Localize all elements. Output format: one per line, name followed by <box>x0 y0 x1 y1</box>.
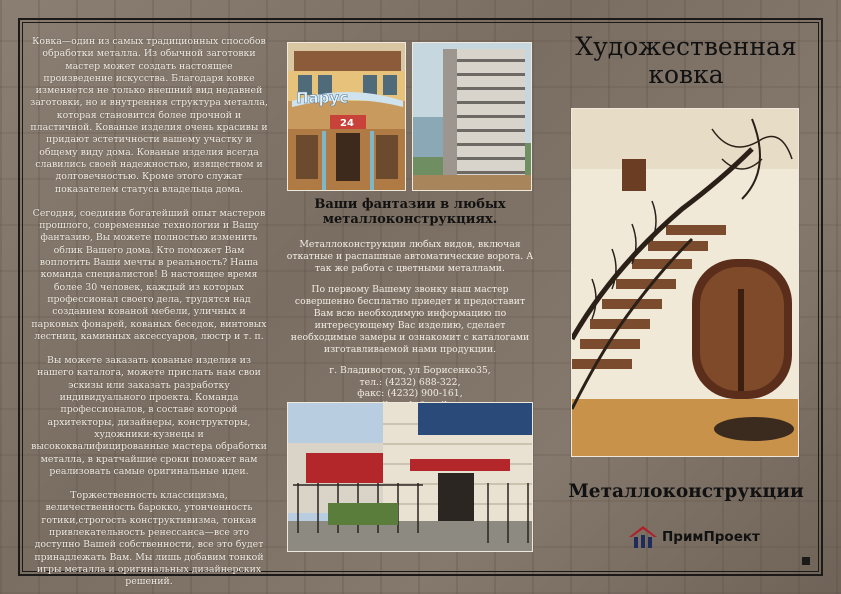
photo-forged-staircase <box>571 108 799 457</box>
logo-text: ПримПроект <box>662 529 760 545</box>
subtitle: Металлоконструкции <box>568 481 804 502</box>
free-visit-paragraph: По первому Вашему звонку наш мастер совершенно бесплатно приедет и предоставит Вам всю необходимую информацию по интересующему Вас изделию, сделает необходимые замеры и ознакомит с каталогами изготавливаемой нами продукции. <box>290 284 530 355</box>
corner-mark <box>802 557 810 565</box>
house-logo-icon <box>628 525 658 549</box>
paragraph-order: Вы можете заказать кованые изделия из нашего каталога, можете прислать нам свои эскизы или заказать разработку индивидуального проекта. Команда профессионалов, в составе которой архитекторы, дизайнеры, конструкторы, художники-кузнецы и высококвалифицированные мастера обработки металла, в кратчайшие сроки поможет вам реализовать самые оригинальные идеи. <box>31 355 267 477</box>
paragraph-intro: Ковка—один из самых традиционных способов обработки металла. Из обычной заготовки мастер может создать настоящее произведение искусства. Благодаря ковке изменяется не только внешний вид недавней заготовки, но и внутренняя структура металла, которая становится более прочной и пластичной. Кованые изделия очень красивы и придают эстетичности вашему участку и общему виду дома. Кованые изделия всегда славились своей надежностью, изяществом и долговечностью. Кроме этого служат показателем статуса владельца дома. <box>30 36 268 195</box>
phone: тел.: (4232) 688-322, <box>359 376 461 388</box>
company-logo <box>628 525 760 549</box>
parus-sign: Парус <box>296 89 349 107</box>
main-title <box>562 33 810 89</box>
address: г. Владивосток, ул Борисенко35, <box>329 365 491 376</box>
title-line-2: ковка <box>648 60 724 89</box>
photo-building-parus <box>287 42 406 191</box>
paragraph-styles: Торжественность классицизма, величественность барокко, утонченность готики,строгость конструктивизма, тонкая привлекательность ренессанса—все это доступно Вашей собственности, все это будет принадлежать Вам. Мы лишь добавим тонкой игры металла и оригинальных дизайнерских решений. <box>34 490 264 588</box>
photo-shopfront-fence <box>287 402 533 552</box>
middle-text <box>286 239 534 411</box>
metal-structures-paragraph: Металлоконструкции любых видов, включая откатные и распашные автоматические ворота. А так же работа с цветными металлами. <box>286 239 534 274</box>
sign-24: 24 <box>340 118 354 129</box>
left-column <box>30 36 268 594</box>
photo-construction-tower <box>412 42 532 191</box>
title-line-1: Художественная <box>575 32 797 61</box>
paragraph-team: Сегодня, соединив богатейший опыт мастеров прошлого, современные технологии и Вашу фантазию, Вы можете полностью изменить облик Вашего дома. Кто поможет Вам воплотить Ваши мечты в реальность? Наша команда специалистов! В настоящее время более 30 человек, каждый из которых профессионал своего дела, трудятся над созданием кованой мебели, уличных и парковых фонарей, кованых беседок, винтовых лестниц, каминных аксессуаров, люстр и т. п. <box>31 207 267 342</box>
middle-heading: Ваши фантазии в любых металлоконструкциях. <box>314 197 506 227</box>
fax: факс: (4232) 900-161, <box>357 388 463 399</box>
